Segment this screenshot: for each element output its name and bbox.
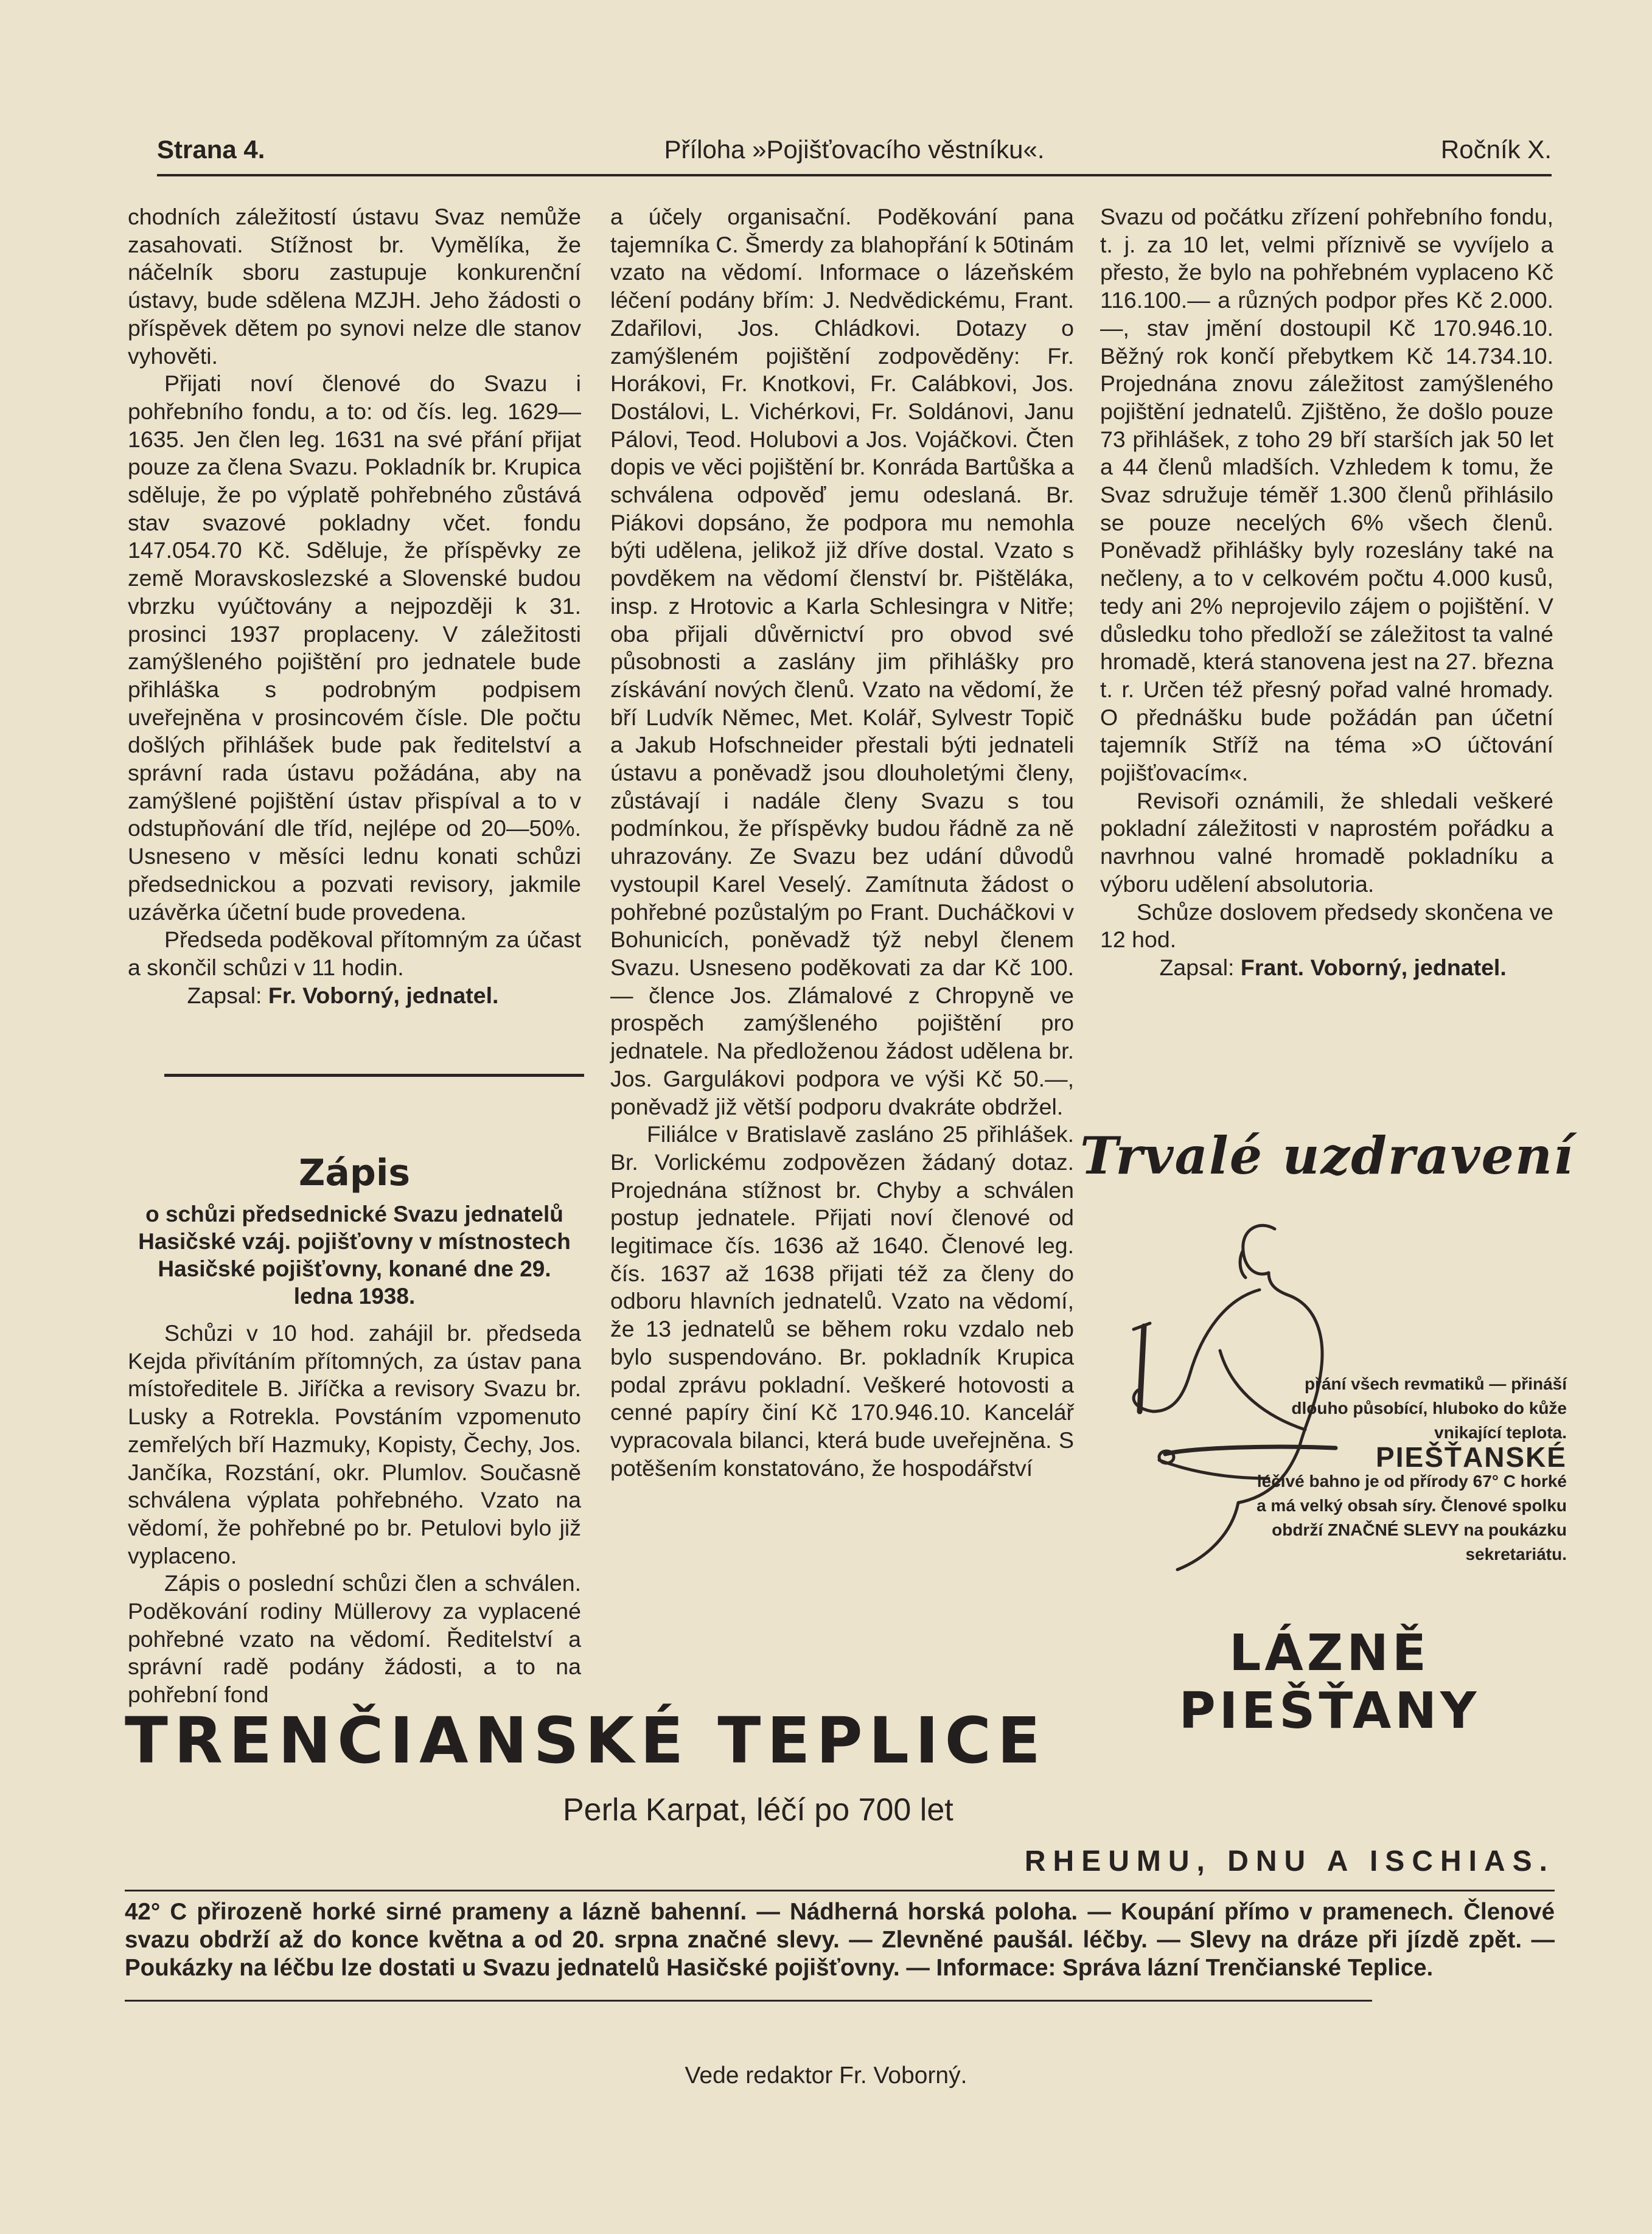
ad-headline: Trvalé uzdravení [1080,1126,1574,1186]
signature-name: Frant. Voborný, jednatel. [1240,954,1507,980]
col1-paragraph: Přijati noví členové do Svazu i pohřebního fondu, a to: od čís. leg. 1629—1635. Jen člen leg. 1631 na své přání přijat pouze za člena Svazu. Pokladník br. Krupica sděluje, že po výplatě pohřebného zůstává stav svazové pokladny včet. fondu 147.054.70 Kč. Sděluje, že příspěvky ze země Moravskoslezské a Slovenské budou vbrzku vyúčtovány a nejpozději k 31. prosinci 1937 proplaceny. V záležitosti zamýšleného pojištění pro jednatele bude přihláška s podrobným podpisem uveřejněna v prosincovém čísle. Dle počtu došlých přihlášek bude pak ředitelství a správní rada ústavu požádána, aby na zamýšlené pojištění ústav přispíval a to v odstupňování dle tříd, nejlépe od 20—50%. Usneseno v měsíci lednu konati schůzi předsednickou a pozvati revisory, jakmile uzávěrka účetní bude provedena. [128,371,581,925]
page-number: Strana 4. [157,135,265,164]
section-divider [164,1074,584,1077]
header-rule [157,174,1552,176]
volume-number: Ročník X. [1440,135,1552,164]
piestany-advertisement [1080,1126,1579,1740]
trencianske-advertisement [125,1703,1555,2044]
signature-label: Zapsal: [187,982,262,1008]
col3-paragraph: Schůze doslovem předsedy skončena ve 12 hod. [1100,899,1553,953]
ad-brand: LÁZNĚ PIEŠŤANY [1179,1624,1480,1740]
ad-title: TRENČIANSKÉ TEPLICE [125,1703,1047,1778]
ad-rule [125,2000,1372,2002]
ad-body [1250,1372,1567,1567]
zapis-paragraph: Schůzi v 10 hod. zahájil br. předseda Kejda přivítáním přítomných, za ústav pana místoředitele B. Jiříčka a revisory Svazu br. Lusky a Rotrekla. Povstáním vzpomenuto zemřelých bří Hazmuky, Kopisty, Čechy, Jos. Jančíka, Rozstání, okr. Plumlov. Současně schválena výplata pohřebného. Vzato na vědomí, že pohřebné po br. Petulovi bylo již vyplaceno. [128,1320,581,1568]
ad-text-line: přání všech revmatiků — přináší dlouho působící, hluboko do kůže vnikající teplota. [1291,1374,1567,1442]
col1-paragraph: chodních záležitostí ústavu Svaz nemůže zasahovati. Stížnost br. Vymělíka, že náčelník sboru zastupuje konkurenční ústavy, bude sdělena MZJH. Jeho žádosti o příspěvek dětem po synovi nelze dle stanov vyhověti. [128,204,581,369]
signature-label: Zapsal: [1159,954,1235,980]
col2-paragraph: Filiálce v Bratislavě zasláno 25 přihlášek. Br. Vorlickému zodpovězen žádaný dotaz. Projednána stížnost br. Chyby a schválen postup jednatele. Přijati noví členové od legitimace čís. 1636 až 1640. Členové leg. čís. 1637 až 1638 přijati též za členy do odboru hlavních jednatelů. Vzato na vědomí, že 13 jednatelů se během roku vzdalo neb bylo suspendováno. Br. pokladník Krupica podal zprávu pokladní. Veškeré hotovosti a cenné papíry činí Kč 170.946.10. Kancelář vypracovala bilanci, která bude uveřejněna. S potěšením konstatováno, že hospodářství [610,1121,1074,1481]
signature-name: Fr. Voborný, jednatel. [268,982,499,1008]
zapis-paragraph: Zápis o poslední schůzi člen a schválen. Poděkování rodiny Müllerovy za vyplacené pohřebné vzato na vědomí. Ředitelství a správní radě podány žádosti, a to na pohřební fond [128,1570,581,1708]
article-subtitle: o schůzi předsednické Svazu jednatelů Hasičské vzáj. pojišťovny v místnostech Hasičské pojišťovny, konané dne 29. ledna 1938. [138,1202,571,1309]
col3-paragraph: Svazu od počátku zřízení pohřebního fondu, t. j. za 10 let, velmi příznivě se vyvíjelo a přesto, že bylo na pohřebném vyplaceno Kč 116.100.— a různých podpor přes Kč 2.000.—, stav jmění dostoupil Kč 170.946.10. Běžný rok končí přebytkem Kč 14.734.10. Projednána znovu záležitost zamýšleného pojištění jednatelů. Zjištěno, že došlo pouze 73 přihlášek, z toho 29 bří starších jak 50 let a 44 členů mladších. Vzhledem k tomu, že Svaz sdružuje téměř 1.300 členů přihlásilo se pouze necelých 6% všech členů. Poněvadž přihlášky byly rozeslány také na nečleny, a to v celkovém počtu 4.000 kusů, tedy ani 2% neprojevilo zájem o pojištění. V důsledku toho předloží se záležitost ta valné hromadě, která stanovena jest na 27. března t. r. Určen též přesný pořad valné hromady. O přednášku bude požádán pan účetní tajemník Stříž na téma »O účtování pojišťovacím«. [1100,204,1553,786]
ad-subtitle: Perla Karpat, léčí po 700 let [563,1792,953,1828]
column-1 [128,203,581,1009]
ad-tagline: RHEUMU, DNU A ISCHIAS. [1024,1845,1555,1877]
publication-title: Příloha »Pojišťovacího věstníku«. [664,135,1045,164]
editor-footer: Vede redaktor Fr. Voborný. [685,2062,967,2089]
col3-paragraph: Revisoři oznámili, že shledali veškeré pokladní záležitosti v naprostém pořádku a navrhnou valné hromadě pokladníku a výboru udělení absolutoria. [1100,787,1553,897]
col2-paragraph: a účely organisační. Poděkování pana tajemníka C. Šmerdy za blahopřání k 50tinám vzato na vědomí. Informace o lázeňském léčení podány břím: J. Nedvědickému, Frant. Zdařilovi, Jos. Chládkovi. Dotazy o zamýšleném pojištění zodpověděny: Fr. Horákovi, Fr. Knotkovi, Fr. Calábkovi, Jos. Dostálovi, L. Vichérkovi, Fr. Soldánovi, Janu Pálovi, Teod. Holubovi a Jos. Vojáčkovi. Čten dopis ve věci pojištění br. Konráda Bartůška a schválena odpověď jemu odeslaná. Br. Piákovi dopsáno, že podpora mu nemohla býti udělena, jelikož již dříve dostal. Vzato s povděkem na vědomí členství br. Pištěláka, insp. z Hrotovic a Karla Schlesingra v Nitře; oba přijali důvěrnictví pro obvod své působnosti a zaslány jim přihlášky pro získávání nových členů. Vzato na vědomí, že bří Ludvík Němec, Met. Kolář, Sylvestr Topič a Jakub Hofschneider přestali býti jednateli ústavu a poněvadž jsou dlouholetými členy, zůstávají i nadále členy Svazu s tou podmínkou, že příspěvky budou řádně za ně uhrazovány. Ze Svazu bez udání důvodů vystoupil Karel Veselý. Zamítnuta žádost o pohřebné pozůstalým po Frant. Ducháčkovi v Bohunicích, poněvadž týž nebyl členem Svazu. Usneseno poděkovati za dar Kč 100.— člence Jos. Zlámalové z Chropyně ve prospěch zamýšleného pojištění pro jednatele. Na předloženou žádost udělena br. Jos. Gargulákovi podpora ve výši Kč 50.—, poněvadž již větší podporu dvakráte obdržel. [610,204,1074,1119]
column-2 [610,203,1074,1482]
col3-signature [1100,954,1553,982]
article-title: Zápis [298,1152,411,1194]
ad-text-line: léčivé bahno je od přírody 67° C horké a má velký obsah síry. Členové spolku obdrží ZNAČNÉ SLEVY na poukázku sekretariátu. [1256,1472,1567,1564]
ad-info: 42° C přirozeně horké sirné prameny a lázně bahenní. — Nádherná horská poloha. — Koupání přímo v pramenech. Členové svazu obdrží až do konce května a od 20. srpna značné slevy. — Zlevněné paušál. léčby. — Slevy na dráze při jízdě zpět. — Poukázky na léčbu lze dostati u Svazu jednatelů Hasičské pojišťovny. — Informace: Správa lázní Trenčianské Teplice. [125,1899,1555,1981]
column-3 [1100,203,1553,982]
ad-product-name: PIEŠŤANSKÉ [1376,1441,1567,1473]
ad-rule [125,1890,1555,1891]
zapis-article [128,1148,581,1709]
col1-paragraph: Předseda poděkoval přítomným za účast a skončil schůzi v 11 hodin. [128,927,581,980]
col1-signature [128,982,581,1010]
page-header [157,135,1552,172]
